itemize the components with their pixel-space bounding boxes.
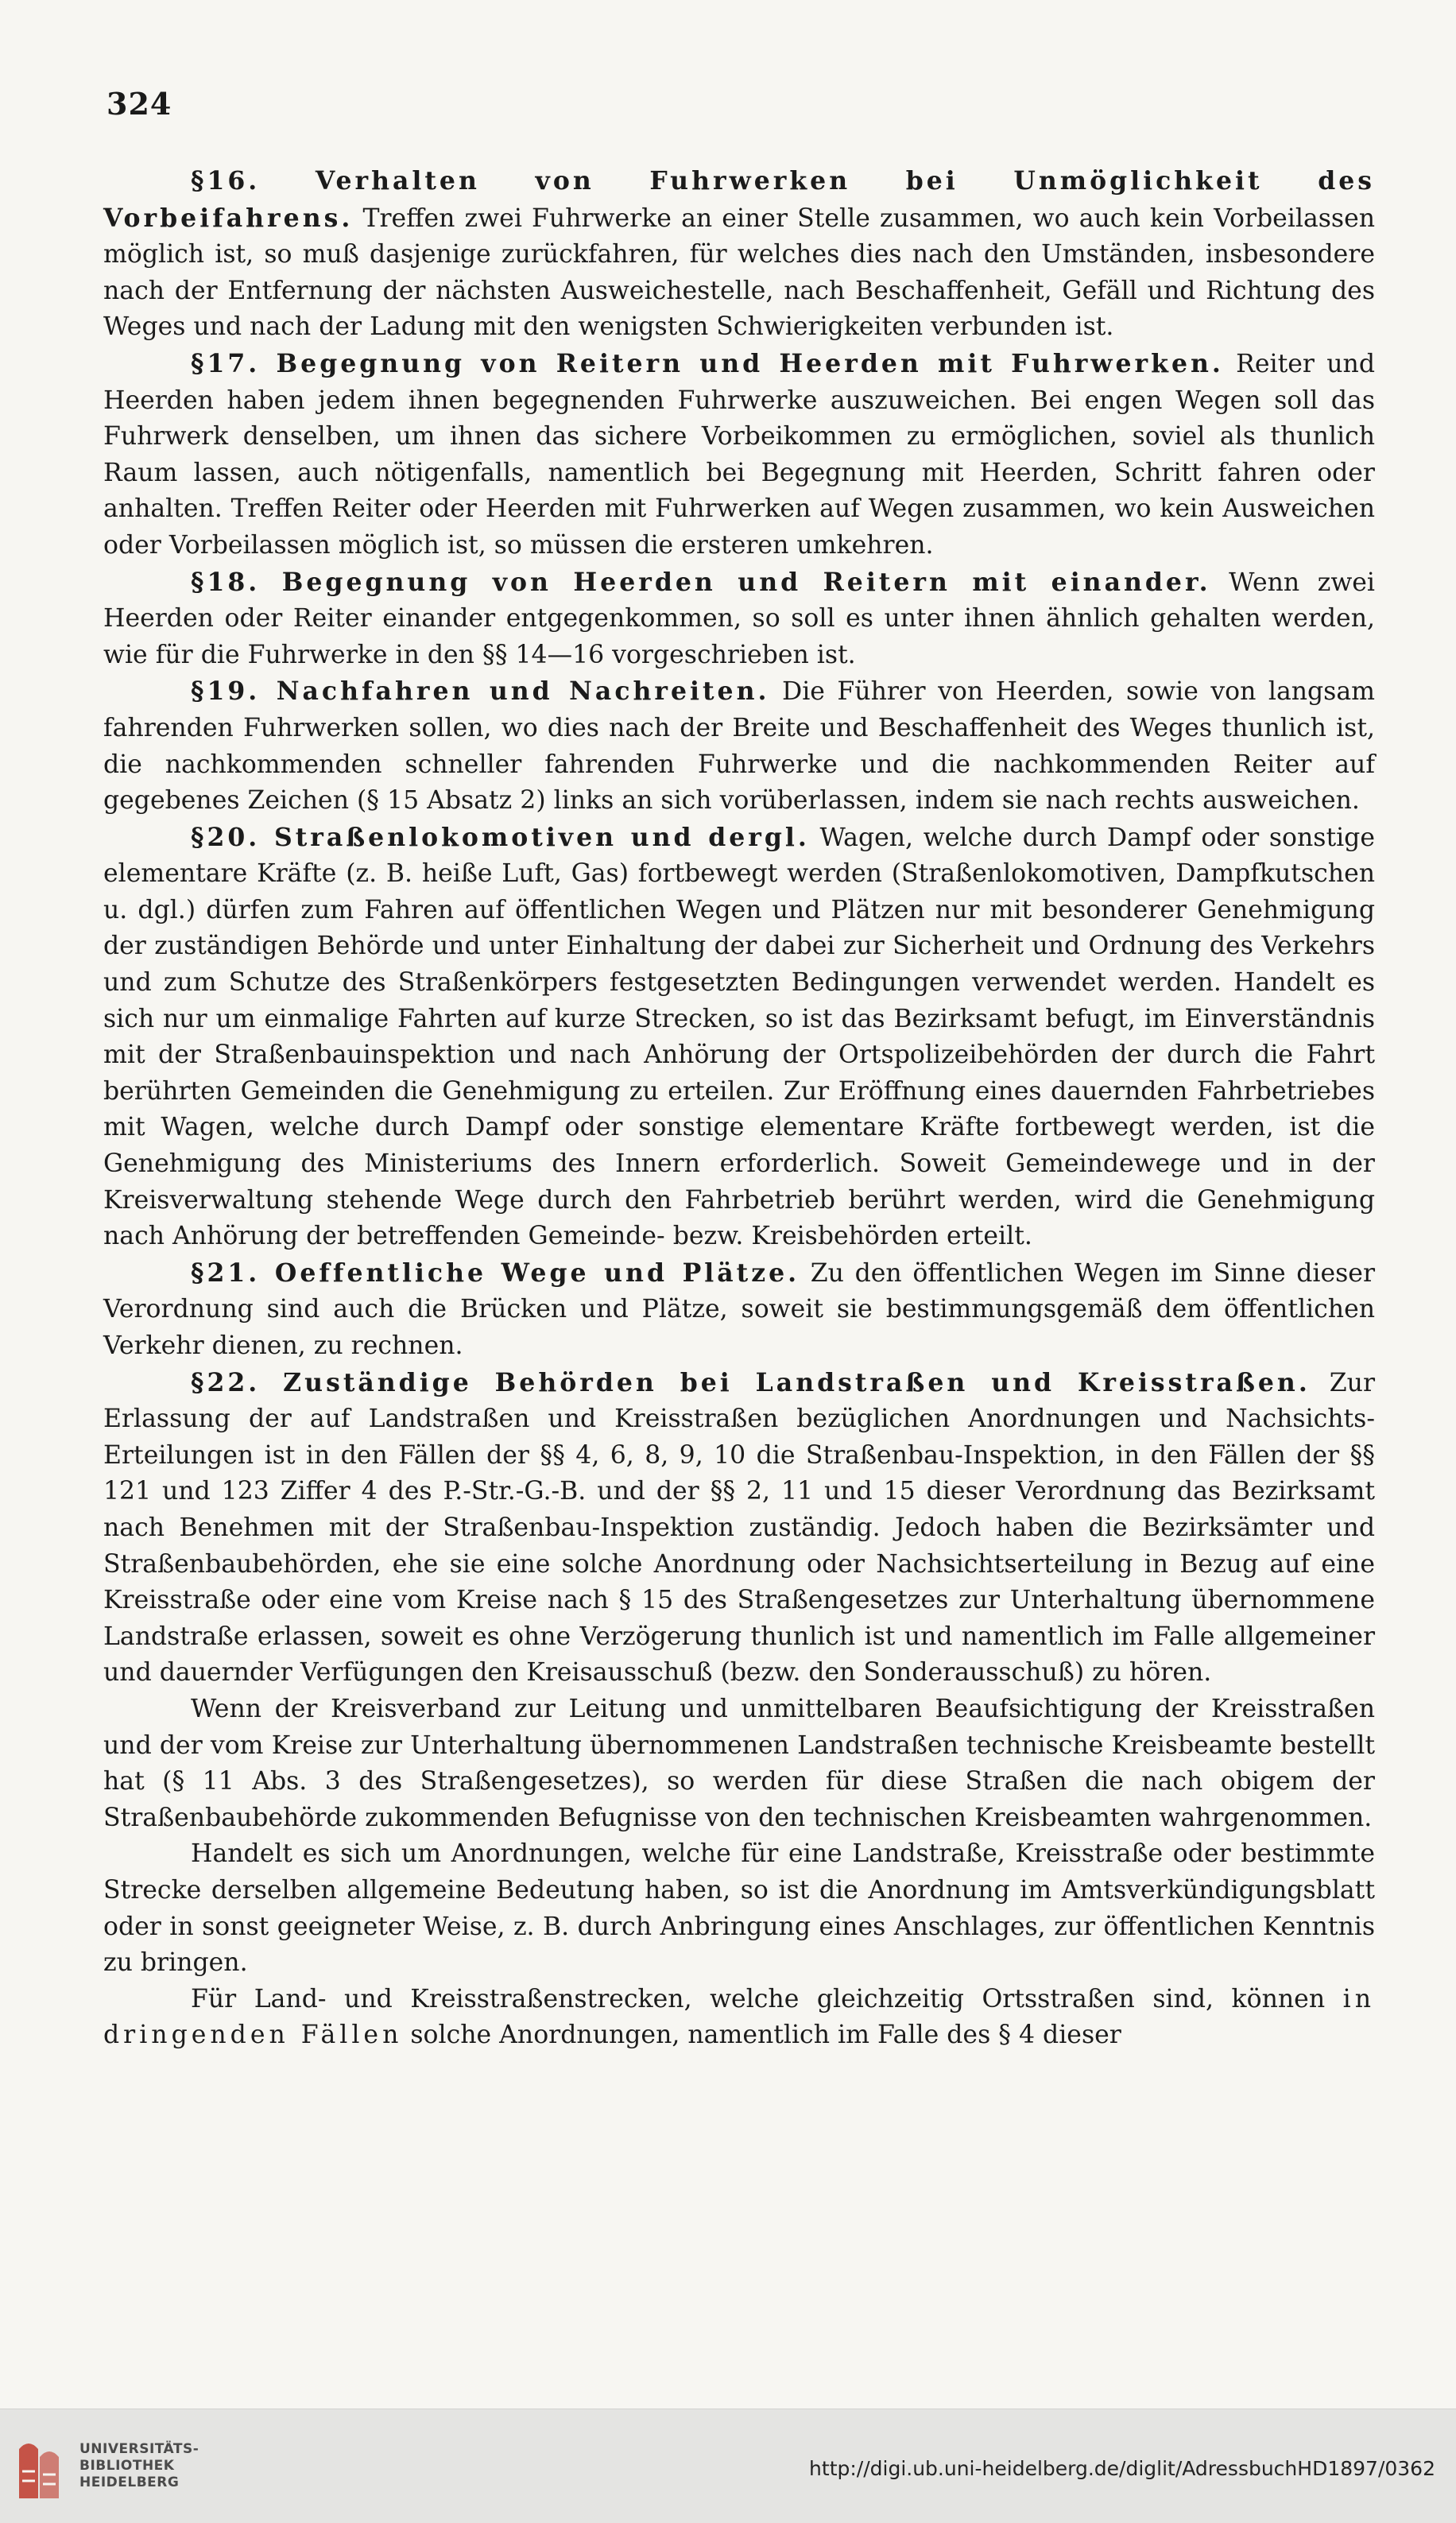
section-heading: §19. Nachfahren und Nachreiten. xyxy=(191,676,770,707)
section-heading: §20. Straßenlokomotiven und dergl. xyxy=(191,822,810,852)
paragraph-anordnungen: Handelt es sich um Anordnungen, welche für eine Landstraße, Kreisstraße oder bestimmte Strecke derselben allgemeine Bedeutung haben, so ist die Anordnung im Amtsverkündigungsblatt oder in sonst geeigneter Weise, z. B. durch Anbringung eines Anschlages, zur öffentlichen Kenntnis zu bringen. xyxy=(103,1839,1375,1978)
paragraph-ortsstrassen xyxy=(103,1982,1375,2054)
page-number: 324 xyxy=(106,86,172,122)
section-text: Zu den öffentlichen Wegen im Sinne dieser Verordnung sind auch die Brücken und Plätze, soweit sie bestimmungsgemäß dem öffentlichen Verkehr dienen, zu rechnen. xyxy=(103,1258,1376,1360)
section-heading: §22. Zuständige Behörden bei Landstraßen und Kreisstraßen. xyxy=(191,1367,1311,1397)
page-text xyxy=(103,163,1375,2054)
section-heading: §18. Begegnung von Heerden und Reitern mit einander. xyxy=(191,567,1211,597)
section-text: Wenn zwei Heerden oder Reiter einander entgegenkommen, so soll es unter ihnen ähnlich gehalten werden, wie für die Fuhrwerke in den §§ 14—16 vorgeschrieben ist. xyxy=(103,568,1375,669)
spaced-emphasis: in dringenden Fällen xyxy=(103,1984,1376,2050)
logo-line-2: BIBLIOTHEK xyxy=(79,2458,175,2474)
footer-bar xyxy=(0,2409,1456,2523)
source-url-link[interactable]: http://digi.ub.uni-heidelberg.de/diglit/AdressbuchHD1897/0362 xyxy=(809,2457,1435,2480)
section-text: Treffen zwei Fuhrwerke an einer Stelle zusammen, wo auch kein Vorbeilassen möglich ist, so muß dasjenige zurückfahren, für welches dies nach den Umständen, insbesondere nach der Entfernung der nächsten Ausweichestelle, nach Beschaffenheit, Gefäll und Richtung des Weges und nach der Ladung mit den wenigsten Schwierigkeiten verbunden ist. xyxy=(103,203,1375,342)
section-text: Die Führer von Heerden, sowie von langsam fahrenden Fuhrwerken sollen, wo dies nach der Breite und Beschaffenheit des Weges thunlich ist, die nachkommenden schneller fahrenden Fuhrwerke und die nachkommenden Reiter auf gegebenes Zeichen (§ 15 Absatz 2) links an sich vorüberlassen, indem sie nach rechts ausweichen. xyxy=(103,677,1375,816)
section-text: Reiter und Heerden haben jedem ihnen begegnenden Fuhrwerke auszuweichen. Bei engen Wegen soll das Fuhrwerk denselben, um ihnen das sichere Vorbeikommen zu ermöglichen, soviel als thunlich Raum lassen, auch nötigenfalls, namentlich bei Begegnung mit Heerden, Schritt fahren oder anhalten. Treffen Reiter oder Heerden mit Fuhrwerken auf Wegen zusammen, wo kein Ausweichen oder Vorbeilassen möglich ist, so müssen die ersteren umkehren. xyxy=(103,349,1376,560)
paragraph-sec17 xyxy=(103,346,1375,564)
section-heading: §21. Oeffentliche Wege und Plätze. xyxy=(191,1258,800,1288)
paragraph-sec21 xyxy=(103,1255,1375,1365)
logo-line-1: UNIVERSITÄTS- xyxy=(79,2441,199,2457)
paragraph-sec22 xyxy=(103,1365,1375,1692)
section-heading: §17. Begegnung von Reitern und Heerden mit Fuhrwerken. xyxy=(191,348,1224,378)
paragraph-tail: solche Anordnungen, namentlich im Falle des § 4 dieser xyxy=(410,2021,1121,2050)
section-text: Zur Erlassung der auf Landstraßen und Kreisstraßen bezüglichen Anordnungen und Nachsichts-Erteilungen ist in den Fällen der §§ 4, 6, 8, 9, 10 die Straßenbau-Inspektion, in den Fällen der §§ 121 und 123 Ziffer 4 des P.-Str.-G.-B. und der §§ 2, 11 und 15 dieser Verordnung das Bezirksamt nach Benehmen mit der Straßenbau-Inspektion zuständig. Jedoch haben die Bezirksämter und Straßenbaubehörden, ehe sie eine solche Anordnung oder Nachsichtserteilung in Bezug auf eine Kreisstraße oder eine vom Kreise nach § 15 des Straßengesetzes zur Unterhaltung übernommene Landstraße erlassen, soweit es ohne Verzögerung thunlich ist und namentlich im Falle allgemeiner und dauernder Verfügungen den Kreisausschuß (bezw. den Sonderausschuß) zu hören. xyxy=(103,1368,1376,1688)
paragraph-sec18 xyxy=(103,564,1375,674)
section-heading: §16. Verhalten von Fuhrwerken bei Unmöglichkeit des Vorbeifahrens. xyxy=(103,166,1375,233)
library-logo-text xyxy=(79,2441,199,2491)
paragraph-sec16 xyxy=(103,163,1375,346)
logo-line-3: HEIDELBERG xyxy=(79,2475,180,2490)
paragraph-sec19 xyxy=(103,673,1375,819)
section-text: Wagen, welche durch Dampf oder sonstige elementare Kräfte (z. B. heiße Luft, Gas) fortbewegt werden (Straßenlokomotiven, Dampfkutschen u. dgl.) dürfen zum Fahren auf öffentlichen Wegen und Plätzen nur mit besonderer Genehmigung der zuständigen Behörde und unter Einhaltung der dabei zur Sicherheit und Ordnung des Verkehrs und zum Schutze des Straßenkörpers festgesetzten Bedingungen verwendet werden. Handelt es sich nur um einmalige Fahrten auf kurze Strecken, so ist das Bezirksamt befugt, im Einverständnis mit der Straßenbauinspektion und nach Anhörung der Ortspolizeibehörden der durch die Fahrt berührten Gemeinden die Genehmigung zu erteilen. Zur Eröffnung eines dauernden Fahrbetriebes mit Wagen, welche durch Dampf oder sonstige elementare Kräfte fortbewegt werden, ist die Genehmigung des Ministeriums des Innern erforderlich. Soweit Gemeindewege und in der Kreisverwaltung stehende Wege durch den Fahrbetrieb berührt werden, wird die Genehmigung nach Anhörung der betreffenden Gemeinde- bezw. Kreisbehörden erteilt. xyxy=(103,823,1375,1251)
library-logo-icon xyxy=(14,2433,64,2503)
paragraph-sec20 xyxy=(103,820,1375,1255)
paragraph-lead: Für Land- und Kreisstraßenstrecken, welche gleichzeitig Ortsstraßen sind, können xyxy=(191,1984,1326,2013)
paragraph-kreisverband: Wenn der Kreisverband zur Leitung und unmittelbaren Beaufsichtigung der Kreisstraßen und der vom Kreise zur Unterhaltung übernommenen Landstraßen technische Kreisbeamte bestellt hat (§ 11 Abs. 3 des Straßengesetzes), so werden für diese Straßen die nach obigem der Straßenbaubehörde zukommenden Befugnisse von den technischen Kreisbeamten wahrgenommen. xyxy=(103,1694,1375,1832)
